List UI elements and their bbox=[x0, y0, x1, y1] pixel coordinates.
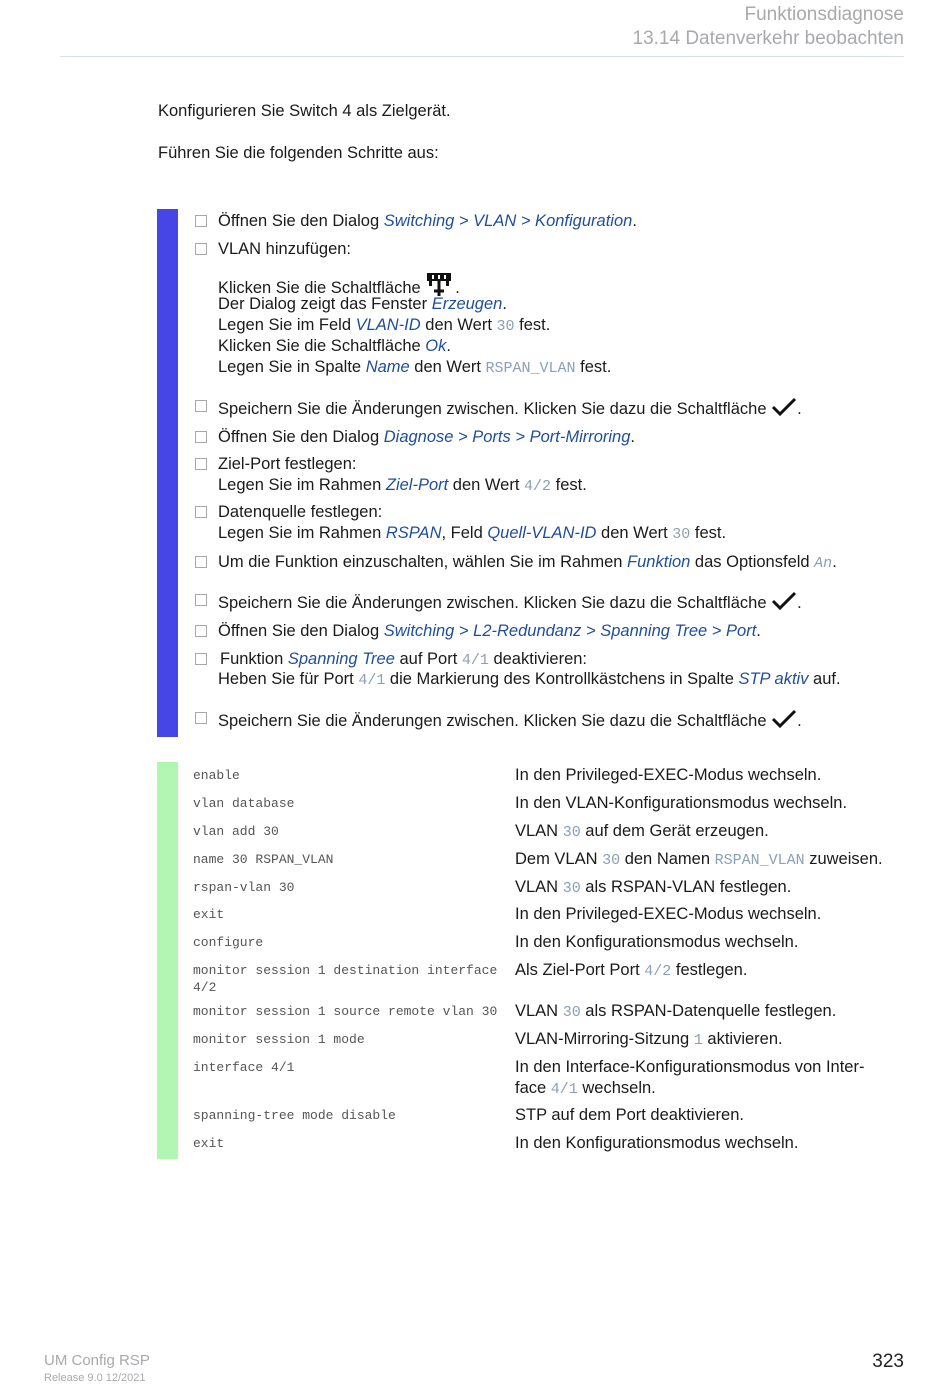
page-number: 323 bbox=[872, 1351, 904, 1372]
step-text: . bbox=[446, 337, 451, 355]
procedure-bar bbox=[157, 209, 178, 737]
step-text: den Wert bbox=[420, 316, 497, 334]
page-header bbox=[633, 3, 904, 51]
step-text: Heben Sie für Port bbox=[218, 670, 359, 688]
step-add-vlan-window bbox=[218, 295, 507, 314]
step-text: . bbox=[797, 400, 802, 418]
cli-command: monitor session 1 mode bbox=[193, 1032, 365, 1047]
value: 1 bbox=[693, 1032, 703, 1049]
desc-text: den Namen bbox=[620, 850, 715, 868]
checkbox-icon[interactable] bbox=[195, 712, 207, 724]
step-text: . bbox=[630, 428, 636, 446]
checkbox-icon[interactable] bbox=[195, 625, 207, 637]
step-text: Legen Sie im Rahmen bbox=[218, 524, 386, 542]
checkbox-icon[interactable] bbox=[195, 556, 207, 568]
cli-command: interface 4/1 bbox=[193, 1060, 295, 1075]
cli-description: In den Privileged-EXEC-Modus wechseln. bbox=[515, 766, 822, 784]
step-add-vlan: VLAN hinzufügen: bbox=[218, 240, 352, 258]
desc-text: Dem VLAN bbox=[515, 850, 603, 868]
step-text: deaktivieren: bbox=[488, 650, 588, 668]
desc-text: VLAN bbox=[515, 822, 563, 840]
step-text: den Wert bbox=[409, 358, 486, 376]
desc-text: VLAN bbox=[515, 1002, 563, 1020]
cli-description bbox=[515, 877, 910, 899]
step-text: fest. bbox=[690, 524, 727, 542]
desc-text: auf dem Gerät erzeugen. bbox=[580, 822, 769, 840]
cli-description: In den Konfigurationsmodus wechseln. bbox=[515, 933, 799, 951]
step-text: Klicken Sie die Schaltfläche bbox=[218, 279, 426, 297]
step-text: die Markierung des Kontrollkästchens in Spalte bbox=[385, 670, 739, 688]
cli-command: rspan-vlan 30 bbox=[193, 880, 295, 895]
step-text: fest. bbox=[551, 476, 587, 494]
cli-description bbox=[515, 1001, 910, 1023]
column-name: Name bbox=[365, 358, 410, 376]
step-text: . bbox=[832, 553, 837, 571]
step-add-vlan-id bbox=[218, 316, 550, 335]
chapter-title: Funktionsdiagnose bbox=[744, 4, 904, 25]
step-text: . bbox=[502, 295, 507, 313]
checkbox-icon[interactable] bbox=[195, 506, 207, 518]
value: 4/1 bbox=[550, 1081, 578, 1098]
step-save-1 bbox=[218, 397, 802, 419]
step-text: fest. bbox=[514, 316, 551, 334]
add-table-row-icon[interactable] bbox=[425, 271, 455, 297]
cli-description: In den Konfigurationsmodus wechseln. bbox=[515, 1134, 799, 1152]
value: 4/2 bbox=[644, 963, 672, 980]
checkmark-icon[interactable] bbox=[771, 709, 797, 729]
field-name: VLAN-ID bbox=[355, 316, 421, 334]
step-text: Funktion bbox=[220, 650, 288, 668]
step-text: fest. bbox=[575, 358, 612, 376]
dialog-path: Switching > L2-Redundanz > Spanning Tree > Port bbox=[383, 622, 757, 640]
cli-command: enable bbox=[193, 768, 240, 783]
cli-description: STP auf dem Port deaktivieren. bbox=[515, 1106, 744, 1124]
step-text: , Feld bbox=[441, 524, 488, 542]
value: RSPAN_VLAN bbox=[714, 852, 805, 869]
step-text: auf. bbox=[808, 670, 841, 688]
step-text: Öffnen Sie den Dialog bbox=[218, 622, 384, 640]
step-text: Legen Sie im Feld bbox=[218, 316, 356, 334]
step-set-data-source-value bbox=[218, 524, 726, 543]
header-divider bbox=[60, 56, 904, 57]
step-set-target-port: Ziel-Port festlegen: bbox=[218, 455, 357, 473]
cli-command: monitor session 1 source remote vlan 30 bbox=[193, 1004, 498, 1019]
checkbox-icon[interactable] bbox=[195, 243, 207, 255]
step-text: . bbox=[455, 279, 460, 297]
value: 30 bbox=[672, 526, 691, 543]
value: 30 bbox=[602, 852, 621, 869]
footer-doc-title: UM Config RSP bbox=[44, 1352, 150, 1369]
cli-command: monitor session 1 destination interface 4/2 bbox=[193, 963, 498, 995]
step-text: das Optionsfeld bbox=[690, 553, 815, 571]
value: 30 bbox=[496, 318, 515, 335]
step-add-vlan-ok bbox=[218, 337, 451, 356]
checkbox-icon[interactable] bbox=[195, 400, 207, 412]
checkbox-icon[interactable] bbox=[195, 653, 207, 665]
value: 4/2 bbox=[524, 478, 552, 495]
checkbox-icon[interactable] bbox=[195, 594, 207, 606]
checkbox-icon[interactable] bbox=[195, 431, 207, 443]
cli-command: exit bbox=[193, 1136, 225, 1151]
step-text: Speichern Sie die Änderungen zwischen. Klicken Sie dazu die Schaltfläche bbox=[218, 712, 772, 730]
step-add-vlan-click bbox=[218, 271, 460, 298]
cli-description bbox=[515, 960, 910, 982]
button-name: Ok bbox=[425, 337, 447, 355]
step-set-target-port-value bbox=[218, 476, 587, 495]
step-set-data-source: Datenquelle festlegen: bbox=[218, 503, 383, 521]
footer-release: Release 9.0 12/2021 bbox=[44, 1372, 146, 1384]
value: 4/1 bbox=[358, 672, 386, 689]
desc-text: als RSPAN-VLAN festlegen. bbox=[580, 878, 792, 896]
cli-command: vlan add 30 bbox=[193, 824, 279, 839]
step-text: Öffnen Sie den Dialog bbox=[218, 428, 384, 446]
step-open-spanning-tree-port bbox=[218, 622, 761, 641]
checkbox-icon[interactable] bbox=[195, 215, 207, 227]
checkmark-icon[interactable] bbox=[771, 591, 797, 611]
desc-text: In den Interface-Konfigurationsmodus von Inter- bbox=[515, 1058, 865, 1076]
cli-description bbox=[515, 1057, 910, 1100]
desc-text: wechseln. bbox=[577, 1079, 656, 1097]
value: 30 bbox=[562, 1004, 581, 1021]
section-title: 13.14 Datenverkehr beobachten bbox=[632, 28, 904, 49]
step-enable-function bbox=[218, 553, 837, 572]
step-save-3 bbox=[218, 709, 802, 731]
step-uncheck-stp bbox=[218, 670, 841, 689]
value: 4/1 bbox=[461, 652, 489, 669]
step-text: den Wert bbox=[448, 476, 525, 494]
cli-description bbox=[515, 821, 910, 843]
value: RSPAN_VLAN bbox=[485, 360, 576, 377]
intro-paragraph-1: Konfigurieren Sie Switch 4 als Zielgerät. bbox=[158, 102, 451, 120]
checkmark-icon[interactable] bbox=[771, 397, 797, 417]
step-text: . bbox=[797, 594, 802, 612]
checkbox-icon[interactable] bbox=[195, 458, 207, 470]
desc-text: VLAN-Mirroring-Sitzung bbox=[515, 1030, 694, 1048]
step-open-vlan-config bbox=[218, 212, 637, 231]
step-text: Um die Funktion einzuschalten, wählen Sie im Rahmen bbox=[218, 553, 628, 571]
cli-command: configure bbox=[193, 935, 264, 950]
frame-name: RSPAN bbox=[385, 524, 442, 542]
dialog-path: Switching > VLAN > Konfiguration bbox=[383, 212, 633, 230]
dialog-path: Diagnose > Ports > Port-Mirroring bbox=[383, 428, 631, 446]
field-name: Quell-VLAN-ID bbox=[487, 524, 597, 542]
cli-command: exit bbox=[193, 907, 225, 922]
value: An bbox=[814, 555, 833, 572]
desc-text: festlegen. bbox=[671, 961, 748, 979]
step-save-2 bbox=[218, 591, 802, 613]
step-disable-spanning-tree bbox=[220, 650, 587, 669]
desc-text: Als Ziel-Port Port bbox=[515, 961, 645, 979]
cli-command: vlan database bbox=[193, 796, 295, 811]
cli-bar bbox=[157, 762, 178, 1159]
cli-description: In den VLAN-Konfigurationsmodus wechseln. bbox=[515, 794, 848, 812]
desc-text: aktivieren. bbox=[702, 1030, 783, 1048]
cli-description bbox=[515, 1029, 910, 1051]
cli-description: In den Privileged-EXEC-Modus wechseln. bbox=[515, 905, 822, 923]
step-open-port-mirroring bbox=[218, 428, 635, 447]
step-text: Legen Sie in Spalte bbox=[218, 358, 366, 376]
function-name: Spanning Tree bbox=[287, 650, 395, 668]
column-name: STP aktiv bbox=[738, 670, 809, 688]
value: 30 bbox=[562, 824, 581, 841]
desc-text: VLAN bbox=[515, 878, 563, 896]
step-text: Speichern Sie die Änderungen zwischen. Klicken Sie dazu die Schaltfläche bbox=[218, 594, 772, 612]
cli-command: name 30 RSPAN_VLAN bbox=[193, 852, 334, 867]
desc-text: face bbox=[515, 1079, 551, 1097]
frame-name: Funktion bbox=[627, 553, 691, 571]
window-name: Erzeugen bbox=[431, 295, 503, 313]
value: 30 bbox=[562, 880, 581, 897]
cli-description bbox=[515, 849, 910, 871]
step-text: auf Port bbox=[394, 650, 462, 668]
step-text: . bbox=[756, 622, 761, 640]
desc-text: zuweisen. bbox=[804, 850, 883, 868]
step-text: . bbox=[797, 712, 802, 730]
cli-command: spanning-tree mode disable bbox=[193, 1108, 396, 1123]
step-text: Der Dialog zeigt das Fenster bbox=[218, 295, 432, 313]
step-text: Öffnen Sie den Dialog bbox=[218, 212, 384, 230]
step-text: Klicken Sie die Schaltfläche bbox=[218, 337, 426, 355]
step-add-vlan-name bbox=[218, 358, 611, 377]
step-text: den Wert bbox=[596, 524, 673, 542]
desc-text: als RSPAN-Datenquelle festlegen. bbox=[580, 1002, 837, 1020]
frame-name: Ziel-Port bbox=[385, 476, 449, 494]
step-text: Speichern Sie die Änderungen zwischen. Klicken Sie dazu die Schaltfläche bbox=[218, 400, 772, 418]
step-text: . bbox=[632, 212, 637, 230]
step-text: Legen Sie im Rahmen bbox=[218, 476, 386, 494]
intro-paragraph-2: Führen Sie die folgenden Schritte aus: bbox=[158, 144, 439, 162]
